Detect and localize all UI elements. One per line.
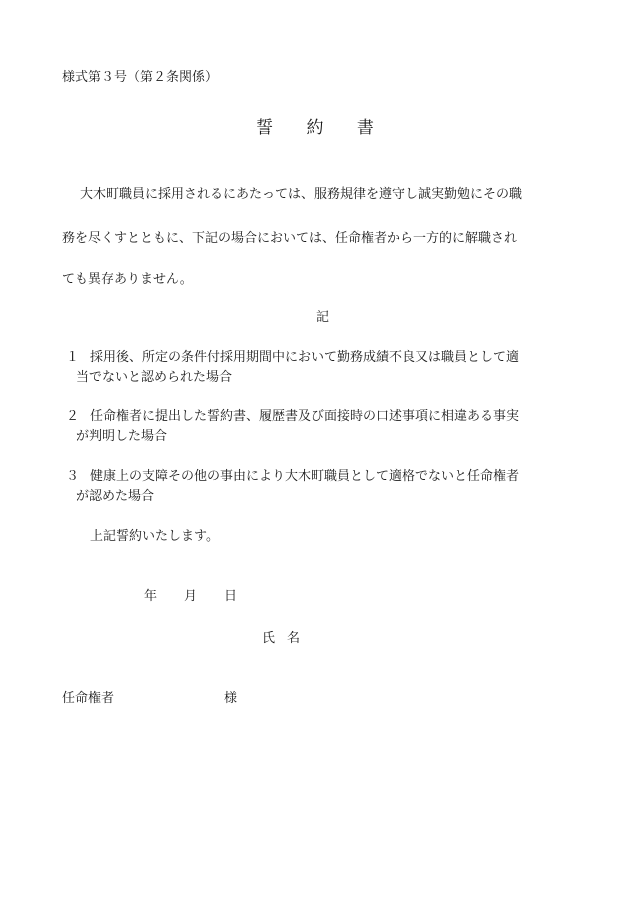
condition-3-line-2: が認めた場合 [76, 489, 155, 504]
title-char-3: 書 [356, 118, 374, 138]
title-char-2: 約 [306, 118, 324, 138]
condition-3-number: ３ [66, 469, 80, 484]
condition-1-line-1: 採用後、所定の条件付採用期間中において勤務成績不良又は職員として適 [90, 350, 520, 365]
title-char-1: 誓 [256, 118, 274, 138]
condition-2-number: ２ [66, 409, 80, 424]
condition-2-line-1: 任命権者に提出した誓約書、履歴書及び面接時の口述事項に相違ある事実 [90, 409, 520, 424]
body-text-line-1: 大木町職員に採用されるにあたっては、服務規律を遵守し誠実勤勉にその職 [80, 187, 523, 202]
date-year-label: 年 [144, 589, 158, 604]
document-title [0, 113, 630, 138]
condition-1-number: １ [66, 350, 80, 365]
body-text-line-3: ても異存ありません。 [62, 272, 193, 287]
condition-3-line-1: 健康上の支障その他の事由により大木町職員として適格でないと任命権者 [90, 469, 520, 484]
date-day-label: 日 [224, 589, 238, 604]
body-text-line-2: 務を尽くすとともに、下記の場合においては、任命権者から一方的に解職され [62, 231, 518, 246]
appointing-authority-label: 任命権者 [62, 691, 115, 706]
closing-statement: 上記誓約いたします。 [90, 529, 219, 544]
form-number: 様式第３号（第２条関係） [62, 70, 219, 85]
date-month-label: 月 [184, 589, 198, 604]
ki-heading: 記 [316, 310, 330, 325]
condition-2-line-2: が判明した場合 [76, 429, 168, 444]
condition-1-line-2: 当でないと認められた場合 [76, 370, 233, 385]
name-label: 氏名 [262, 631, 313, 646]
honorific-sama: 様 [224, 691, 238, 706]
